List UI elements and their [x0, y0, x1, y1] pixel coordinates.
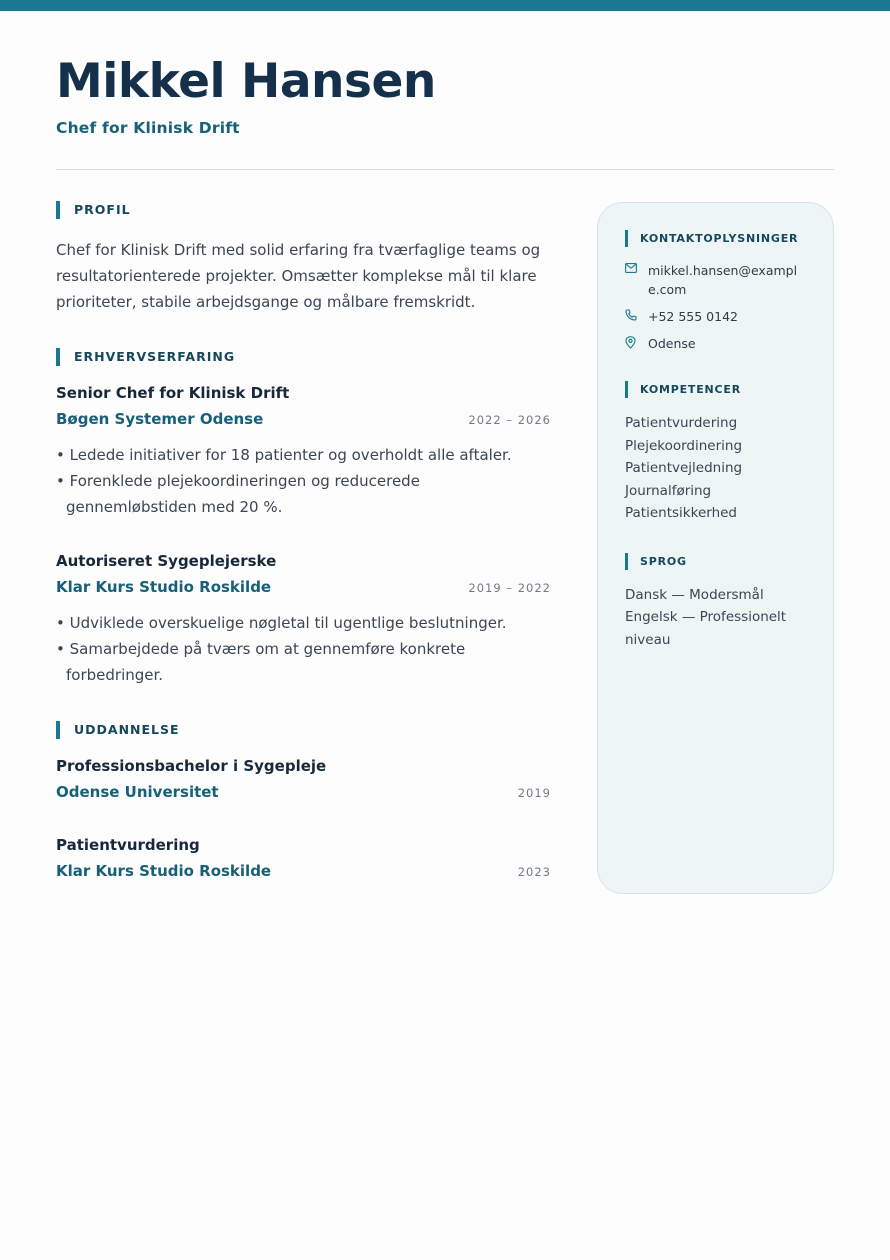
job-bullet: • Forenklede plejekoordineringen og reducerede gennemløbstiden med 20 %.	[56, 472, 420, 516]
contact-heading: KONTAKTOPLYSNINGER	[625, 230, 833, 247]
experience-section	[56, 347, 551, 688]
sidebar	[597, 202, 834, 894]
education-degree: Patientvurdering	[56, 836, 200, 854]
job-dates: 2019 – 2022	[468, 581, 551, 595]
profile-text: Chef for Klinisk Drift med solid erfaring fra tværfaglige teams og resultatorienterede projekter. Omsætter komplekse mål til klare prioriteter, stabile arbejdsgange og målbare fremskridt.	[56, 241, 541, 311]
candidate-name: Mikkel Hansen	[56, 54, 436, 109]
top-accent-bar	[0, 0, 890, 11]
candidate-role: Chef for Klinisk Drift	[56, 119, 240, 137]
job-title: Autoriseret Sygeplejerske	[56, 552, 277, 570]
contact-phone[interactable]: +52 555 0142	[648, 309, 738, 324]
skill-item: Patientvurdering	[625, 415, 738, 431]
education-school: Odense Universitet	[56, 783, 219, 801]
skills-list	[625, 412, 833, 525]
experience-heading: ERHVERVSERFARING	[56, 347, 551, 366]
job-entry	[56, 551, 551, 688]
job-company: Bøgen Systemer Odense	[56, 410, 264, 428]
job-bullet: • Udviklede overskuelige nøgletal til ugentlige beslutninger.	[56, 614, 507, 632]
contact-location: Odense	[648, 336, 696, 351]
job-bullet: • Ledede initiativer for 18 patienter og overholdt alle aftaler.	[56, 446, 512, 464]
language-item: Dansk — Modersmål	[625, 586, 764, 603]
skill-item: Journalføring	[625, 482, 712, 499]
job-meta	[56, 410, 551, 430]
header-divider	[56, 169, 834, 170]
location-pin-icon	[625, 334, 648, 349]
contact-email-row	[625, 261, 833, 299]
education-degree: Professionsbachelor i Sygepleje	[56, 757, 327, 775]
education-meta	[56, 862, 551, 882]
skill-item: Patientvejledning	[625, 460, 743, 476]
profile-section	[56, 200, 551, 315]
education-section	[56, 720, 551, 882]
contact-phone-row	[625, 307, 833, 326]
skills-section	[625, 381, 833, 525]
job-entry	[56, 383, 551, 520]
skill-item: Plejekoordinering	[625, 437, 743, 454]
education-entry	[56, 756, 551, 803]
contact-section	[625, 230, 833, 353]
contact-list	[625, 261, 833, 353]
contact-email[interactable]: mikkel.hansen@example.com	[648, 263, 798, 297]
job-company: Klar Kurs Studio Roskilde	[56, 578, 272, 596]
education-year: 2019	[517, 786, 551, 800]
mail-icon	[625, 261, 648, 273]
job-title: Senior Chef for Klinisk Drift	[56, 384, 290, 402]
education-entry	[56, 835, 551, 882]
contact-location-row	[625, 334, 833, 353]
languages-list	[625, 584, 795, 652]
job-meta	[56, 578, 551, 598]
education-heading: UDDANNELSE	[56, 720, 551, 739]
languages-section	[625, 553, 833, 652]
languages-heading: SPROG	[625, 553, 833, 570]
profile-heading: PROFIL	[56, 200, 551, 219]
job-bullet: • Samarbejdede på tværs om at gennemføre konkrete forbedringer.	[56, 640, 466, 684]
main-column	[56, 200, 551, 882]
job-bullets	[56, 442, 551, 520]
education-school: Klar Kurs Studio Roskilde	[56, 862, 272, 880]
skills-heading: KOMPETENCER	[625, 381, 833, 398]
skill-item: Patientsikkerhed	[625, 505, 737, 521]
job-bullets	[56, 610, 551, 688]
job-dates: 2022 – 2026	[468, 413, 551, 427]
language-item: Engelsk — Professionelt niveau	[625, 609, 787, 648]
education-meta	[56, 783, 551, 803]
phone-icon	[625, 307, 648, 321]
education-year: 2023	[517, 865, 551, 879]
